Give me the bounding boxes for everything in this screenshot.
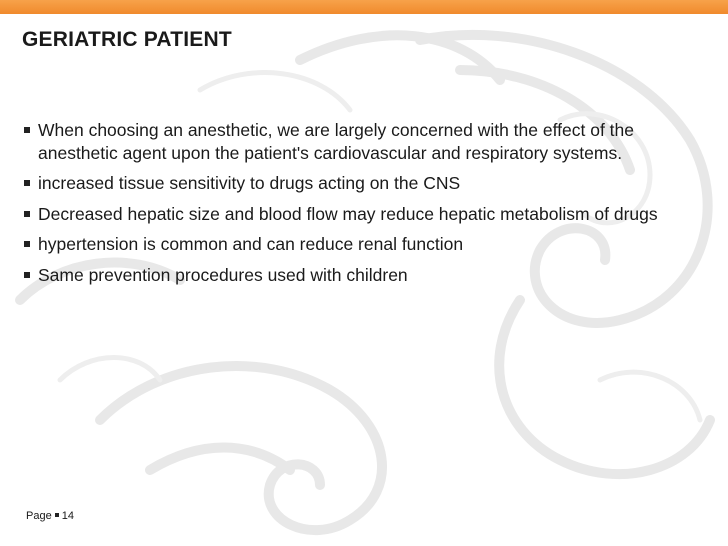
top-accent-bar <box>0 0 728 14</box>
list-item-text: Same prevention procedures used with children <box>38 264 408 285</box>
square-bullet-icon <box>55 513 59 517</box>
square-bullet-icon <box>24 272 30 278</box>
list-item <box>22 233 712 256</box>
list-item-text: hypertension is common and can reduce renal function <box>38 234 464 254</box>
slide-title: GERIATRIC PATIENT <box>22 28 232 51</box>
square-bullet-icon <box>24 127 30 133</box>
square-bullet-icon <box>24 211 30 217</box>
list-item <box>22 172 712 195</box>
square-bullet-icon <box>24 180 30 186</box>
list-item <box>22 203 712 226</box>
list-item <box>22 119 712 164</box>
square-bullet-icon <box>24 241 30 247</box>
page-label: Page <box>26 510 52 522</box>
bullet-list <box>22 119 712 294</box>
list-item-text: increased tissue sensitivity to drugs acting on the CNS <box>38 173 461 193</box>
page-footer <box>26 510 74 522</box>
page-number: 14 <box>61 510 74 522</box>
list-item <box>22 264 712 287</box>
list-item-text: When choosing an anesthetic, we are largely concerned with the effect of the anesthetic agent upon the patient's cardiovascular and respiratory systems. <box>38 120 635 163</box>
list-item-text: Decreased hepatic size and blood flow may reduce hepatic metabolism of drugs <box>38 203 658 224</box>
